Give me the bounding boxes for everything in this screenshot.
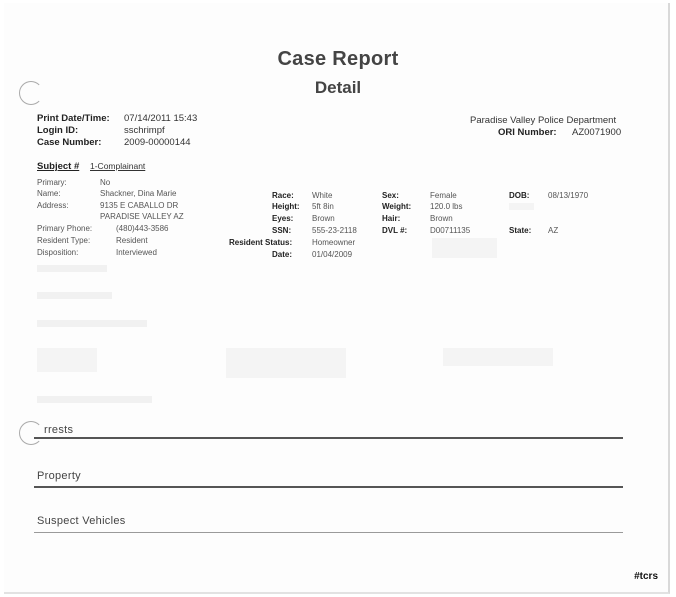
- subject-heading-label: Subject #: [37, 161, 80, 172]
- arrests-section-title: rrests: [44, 424, 74, 436]
- faded-text-block: [37, 320, 147, 327]
- address-line2: PARADISE VALLEY AZ: [100, 212, 184, 221]
- property-section-title: Property: [37, 470, 81, 482]
- department-name: Paradise Valley Police Department: [470, 115, 617, 126]
- disposition-value: Interviewed: [116, 248, 157, 257]
- ssn-value: 555-23-2118: [312, 226, 357, 235]
- login-id-label: Login ID:: [37, 125, 79, 136]
- phone-label: Primary Phone:: [37, 224, 93, 233]
- primary-label: Primary:: [37, 178, 67, 187]
- height-label: Height:: [272, 202, 300, 211]
- subject-heading-value: 1-Complainant: [90, 161, 146, 171]
- faded-text-block: [37, 348, 97, 372]
- case-number-value: 2009-00000144: [124, 137, 191, 148]
- dob-value: 08/13/1970: [548, 191, 589, 200]
- faded-text-block: [37, 292, 112, 299]
- arrests-divider: [34, 437, 623, 439]
- date-label: Date:: [272, 250, 293, 259]
- print-datetime-label: Print Date/Time:: [37, 113, 110, 124]
- sex-value: Female: [430, 191, 457, 200]
- name-value: Shackner, Dina Marie: [100, 189, 177, 198]
- address-label: Address:: [37, 201, 69, 210]
- resident-status-value: Homeowner: [312, 238, 356, 247]
- state-label: State:: [509, 226, 532, 235]
- resident-type-label: Resident Type:: [37, 236, 91, 245]
- print-datetime-value: 07/14/2011 15:43: [124, 113, 198, 124]
- eyes-label: Eyes:: [272, 214, 294, 223]
- address-line1: 9135 E CABALLO DR: [100, 201, 179, 210]
- disposition-label: Disposition:: [37, 248, 79, 257]
- faded-text-block: [443, 348, 553, 366]
- race-label: Race:: [272, 191, 294, 200]
- case-number-label: Case Number:: [37, 137, 102, 148]
- date-value: 01/04/2009: [312, 250, 353, 259]
- login-id-value: sschrimpf: [124, 125, 165, 136]
- punch-hole-icon: [19, 421, 43, 445]
- weight-value: 120.0 lbs: [430, 202, 463, 211]
- phone-value: (480)443-3586: [116, 224, 169, 233]
- hair-value: Brown: [430, 214, 453, 223]
- vehicles-section-title: Suspect Vehicles: [37, 515, 126, 527]
- primary-value: No: [100, 178, 111, 187]
- hashtag-label: #tcrs: [634, 571, 658, 582]
- report-subtitle: Detail: [314, 78, 362, 97]
- weight-label: Weight:: [382, 202, 412, 211]
- faded-text-block: [226, 348, 346, 378]
- race-value: White: [312, 191, 333, 200]
- dvl-value: D00711135: [430, 226, 471, 235]
- ori-number-label: ORI Number:: [498, 127, 557, 138]
- dvl-label: DVL #:: [382, 226, 408, 235]
- vehicles-divider: [34, 532, 623, 533]
- sex-label: Sex:: [382, 191, 399, 200]
- height-value: 5ft 8in: [312, 202, 334, 211]
- hair-label: Hair:: [382, 214, 401, 223]
- faded-text-block: [37, 265, 107, 272]
- ssn-label: SSN:: [272, 226, 292, 235]
- eyes-value: Brown: [312, 214, 335, 223]
- resident-status-label: Resident Status:: [229, 238, 293, 247]
- ori-number-value: AZ0071900: [572, 127, 622, 138]
- faded-text-block: [432, 238, 497, 258]
- faded-text-block: [37, 396, 152, 403]
- report-title: Case Report: [277, 48, 399, 70]
- resident-type-value: Resident: [116, 236, 148, 245]
- state-value: AZ: [548, 226, 559, 235]
- faded-text-block: [509, 203, 534, 210]
- property-divider: [34, 486, 623, 488]
- dob-label: DOB:: [509, 191, 530, 200]
- name-label: Name:: [37, 189, 61, 198]
